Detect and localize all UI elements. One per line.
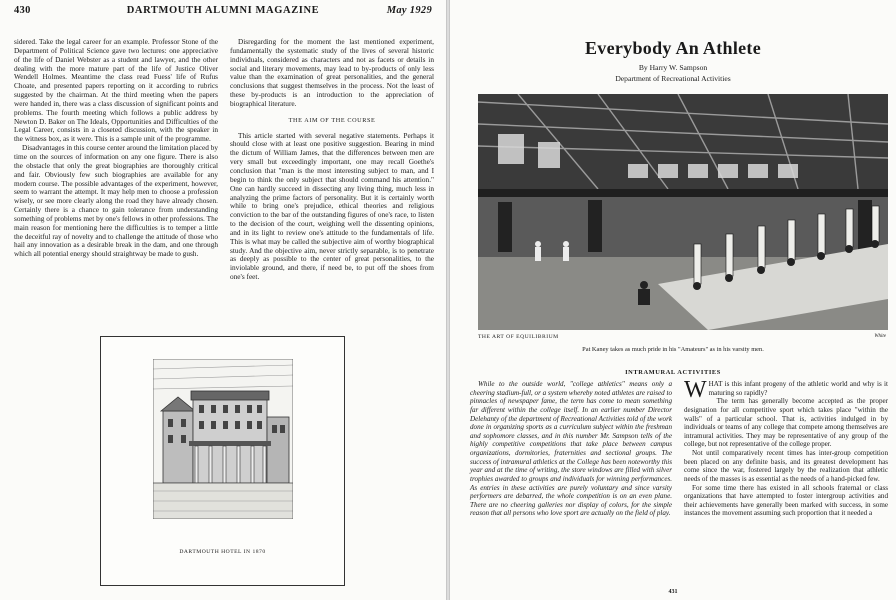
illustration-caption: DARTMOUTH HOTEL IN 1870 [179,549,266,555]
photo-caption: THE ART OF EQUILIBRIUM [478,334,559,340]
article-byline: By Harry W. Sampson [638,63,708,72]
article-column [684,377,888,518]
hotel-illustration [100,336,345,586]
paragraph: The term has generally become accepted as the proper designation for all competitive sport which takes place "within the walls" of a particular school. That is, activities indulged in by individuals or teams of any college that compete among themselves are intramural activities. They may be representative of any group of the college, but not representative of the college proper. [684,397,888,449]
page-number: 430 [14,5,31,16]
paragraph: This article started with several negative statements. Perhaps it should close with at least one positive suggestion. Bearing in mind the dictum of William James, that the differences between men are very small but exceedingly important, one may recall Goethe's conclusion that "man is the most interesting subject to man, and I begin to think the only subject that should command his attention." One can hardly succeed in dissecting any living thing, much less in analyzing the prime factors of personality. But it is certainly worth while to bring one's prejudice, ethical theories and religious conviction to the bar of the outstanding figures of one's race, to listen to the decision of the court, weighing well the dissenting opinions, and in its light to review one's attitude to the fundamentals of life. This is what may be called the subjective aim of worthy biographical study. And the objective aim, never strictly separable, is to penetrate as deeply as possible to the center of great personalities, to the inviolable ground, and there, if need be, to put off the shoes from one's feet. [230,130,434,282]
drop-cap: W [684,377,707,403]
editor-note-column [470,380,672,518]
hotel-engraving [153,359,293,519]
left-page [0,0,446,600]
paragraph: Disadvantages in this course center around the limitation placed by time on the sources of information on any one figure. There is also the obstacle that only the great biographies are thoroughly critical and fair. Obviously few such biographies are available for any modern course. The possible advantages of the experiment, however, seem to warrant the attempt. It may help men to choose a profession wisely, or see more clearly along the road they have already chosen. Certainly there is a chance to gain tolerance from understanding something of problems met by one's fellows in other professions. The main reason for mentioning here the difficulties is to temper a little the deceitful ray of novelty and to challenge the attitude of those who hail any innovation as a desirable break in the dam, and one through which all potential energy should straightway be made to gush. [14,143,218,259]
photo-credit: White [874,334,886,339]
section-heading: THE AIM OF THE COURSE [288,116,376,124]
gymnasium-photo [478,94,888,330]
paragraph: sidered. Take the legal career for an example. Professor Stone of the Department of Political Science gave two lectures: one appreciative of the life of Daniel Webster as a student and lawyer, and the other dealing with the more mature part of the life of Justice Oliver Wendell Holmes. Meantime the class read Fuess' life of Rufus Choate, and presented papers reporting on it according to rubrics suggested by the chairman. At the third meeting when the papers were handed in, there was a class discussion of significant points and problems. The fourth meeting which follows a public address by Newton D. Baker on The Ideals, Opportunities and Difficulties of the Legal Career, consists in a closeted discussion, with the speaker in the witness box, as it were. This is a sample unit of the programme. [14,37,218,144]
gymnasium-scene [478,94,888,330]
right-page [450,0,896,600]
photo-subcaption: Pat Kaney takes as much pride in his "Amateurs" as in his varsity men. [582,346,764,353]
opening-text: HAT is this infant progeny of the athletic world and why is it maturing so rapidly? [708,380,888,397]
section-heading: INTRAMURAL ACTIVITIES [625,369,721,376]
author-department: Department of Recreational Activities [615,74,731,83]
opening-paragraph [684,377,888,403]
magazine-title: DARTMOUTH ALUMNI MAGAZINE [126,5,320,16]
paragraph: For some time there has existed in all schools fraternal or class organizations that have attempted to foster intergroup activities and their achievements have generally been marked with success, in some instances the movement assuming such proportion that it needed a [684,483,888,518]
paragraph: Not until comparatively recent times has inter-group competition been placed on any definite basis, and its greatest development has come since the war, fostered largely by the realization that athletic needs of the masses is as essential as the needs of a hand-picked few. [684,449,888,483]
issue-date: May 1929 [386,5,432,16]
editor-note: While to the outside world, "college athletics" means only a cheering stadium-full, or a system whereby noted athletes are raised to pinnacles of newspaper fame, the term has come to mean something far different within the college itself. In an earlier number Director Delehanty of the department of Recreational Activities told of the work done in organizing sports as a curriculum subject within the freshman and sophomore classes, and in this number Mr. Sampson tells of the highly competitive competitions that take place between campus organizations, dormitories, fraternities and sectional groups. The success of intramural athletics at the College has been noteworthy this year and at the time of writing, the store windows are filled with silver trophies awarded to groups and individuals for winning performances. As entries in these activities are purely voluntary and since varsity performers are debarred, the whole competition is on an even plane. There are no cheering galleries nor display of colors, for the simple reason that all persons who love sport are actually on the field of play. [470,380,672,518]
left-column-2 [230,38,434,282]
article-title: Everybody An Athlete [584,38,761,58]
page-number: 431 [668,589,678,595]
paragraph: Disregarding for the moment the last mentioned experiment, fundamentally the systematic study of the lives of several historic individuals, considered as characters and not as facets or details in social and literary movements, may lead to by-products of only less value than the examination of great personalities, and the general conclusions that suggest themselves in the process. Not the least of these by-products is an introduction to the appreciation of biographical literature. [230,37,434,108]
page-header [14,5,432,19]
left-column-1 [14,38,218,259]
